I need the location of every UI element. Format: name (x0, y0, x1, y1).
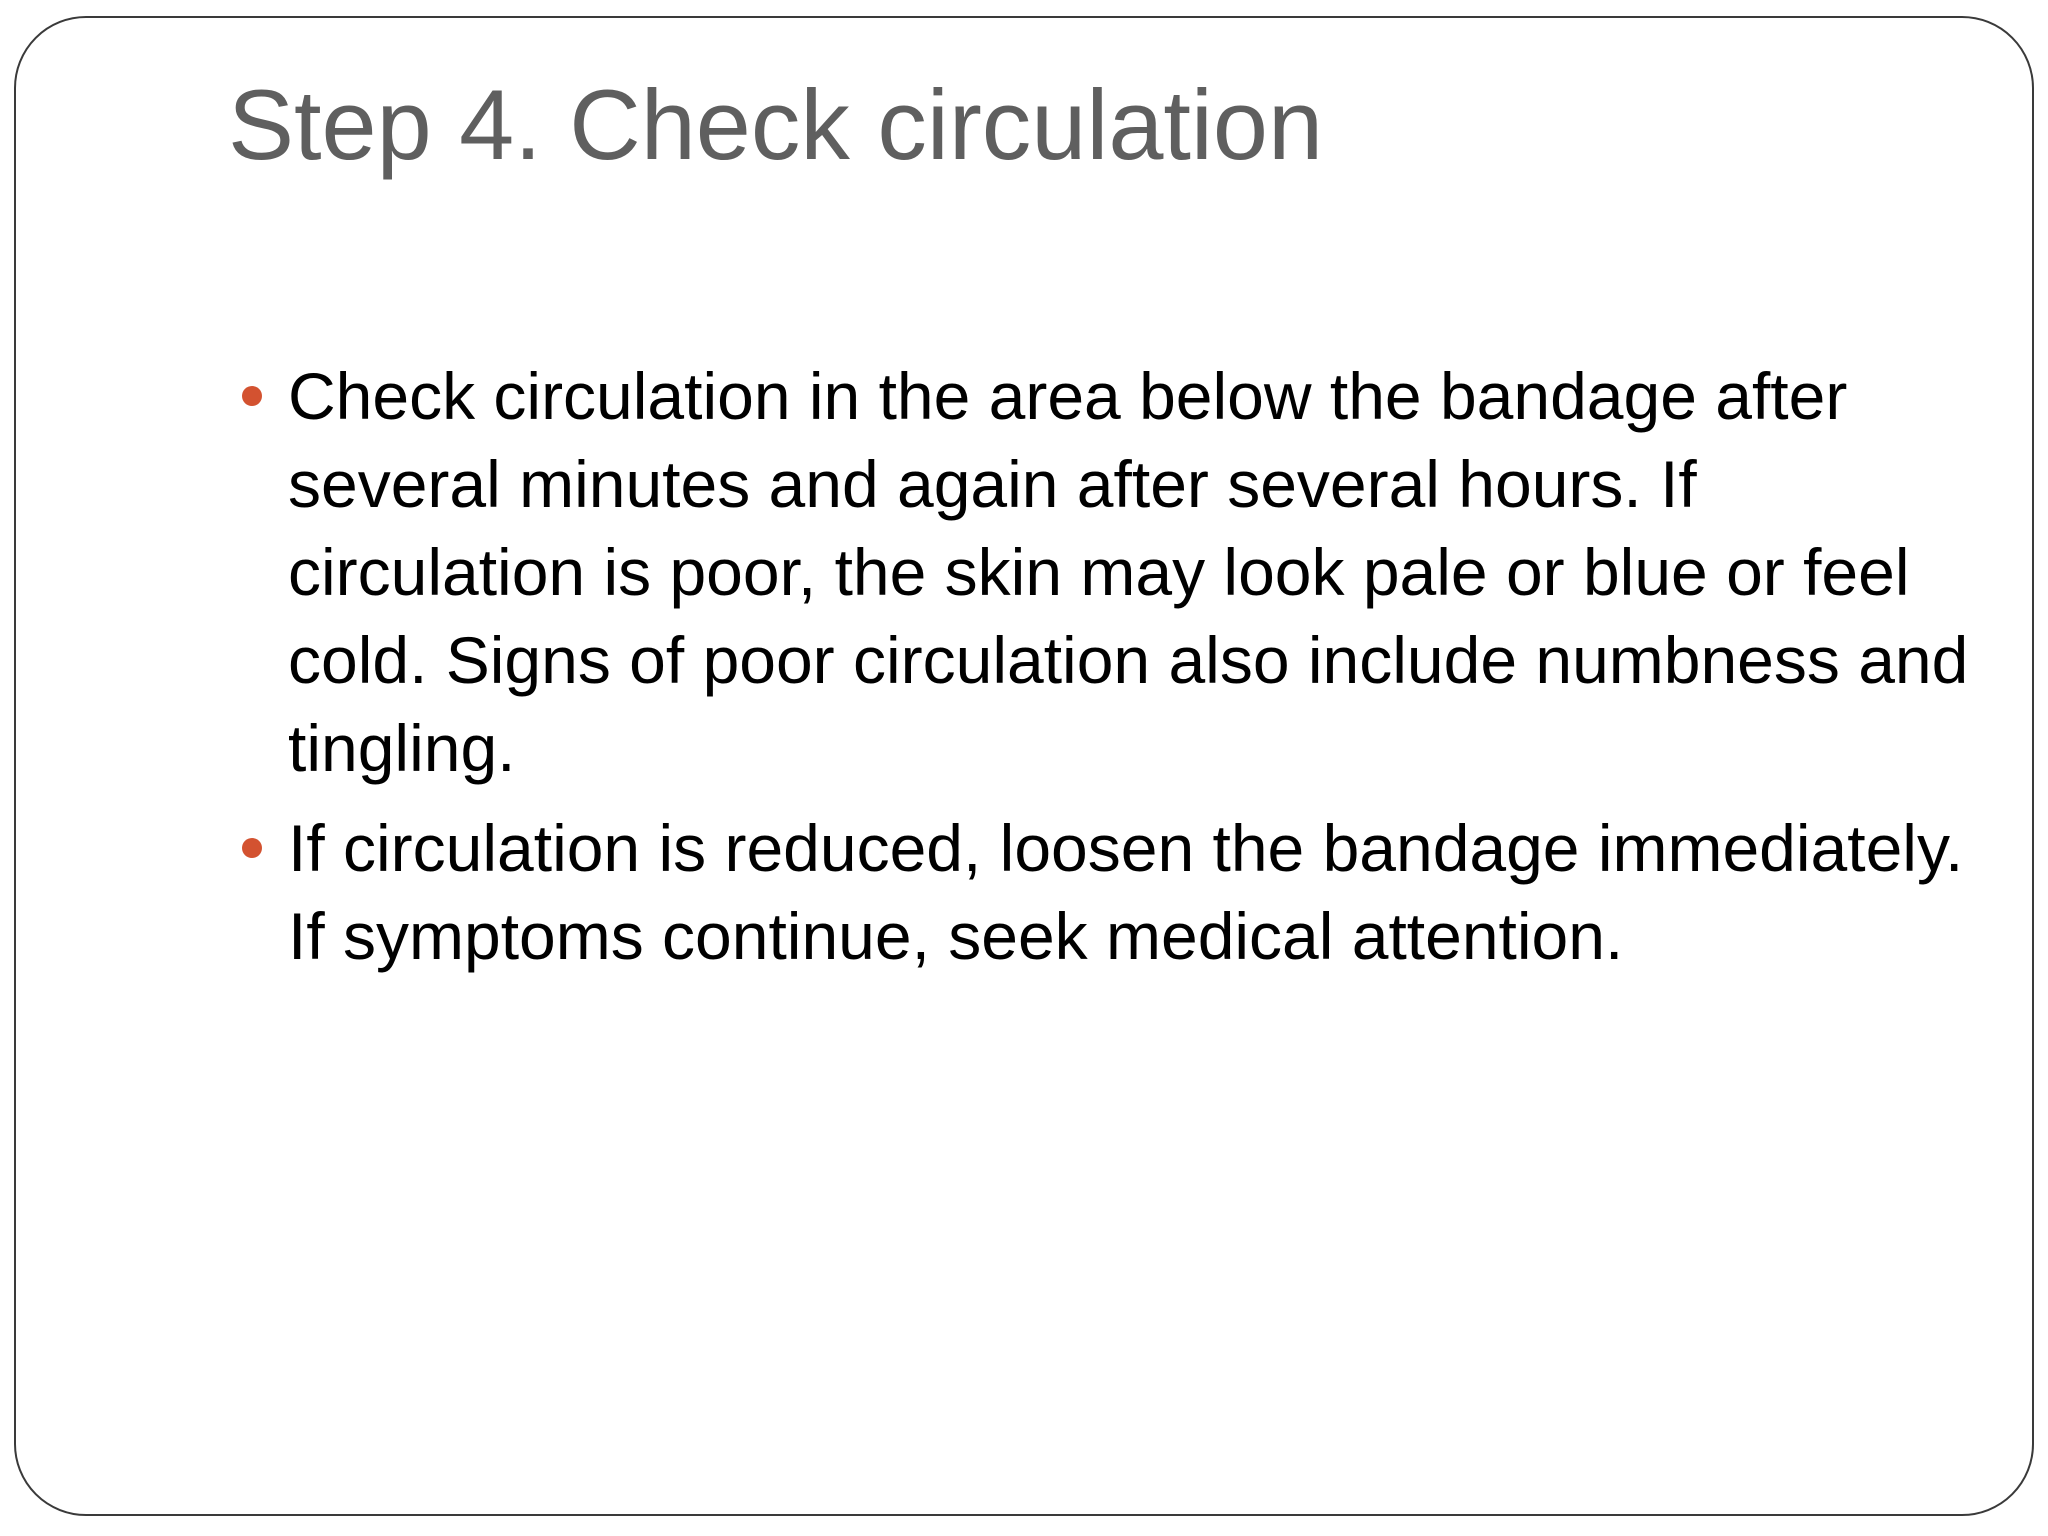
bullet-item (288, 352, 1988, 792)
bullet-dot-icon (242, 386, 262, 406)
bullet-item (288, 804, 1988, 980)
bullet-list (288, 352, 1988, 992)
bullet-text: Check circulation in the area below the bandage after several minutes and again after several hours. If circulation is poor, the skin may look pale or blue or feel cold. Signs of poor circulation also include numbness and tingling. (288, 359, 1969, 785)
bullet-dot-icon (242, 838, 262, 858)
bullet-text: If circulation is reduced, loosen the bandage immediately. If symptoms continue, seek medical attention. (288, 811, 1964, 973)
slide-frame (14, 16, 2034, 1516)
slide-title: Step 4. Check circulation (228, 69, 1324, 180)
